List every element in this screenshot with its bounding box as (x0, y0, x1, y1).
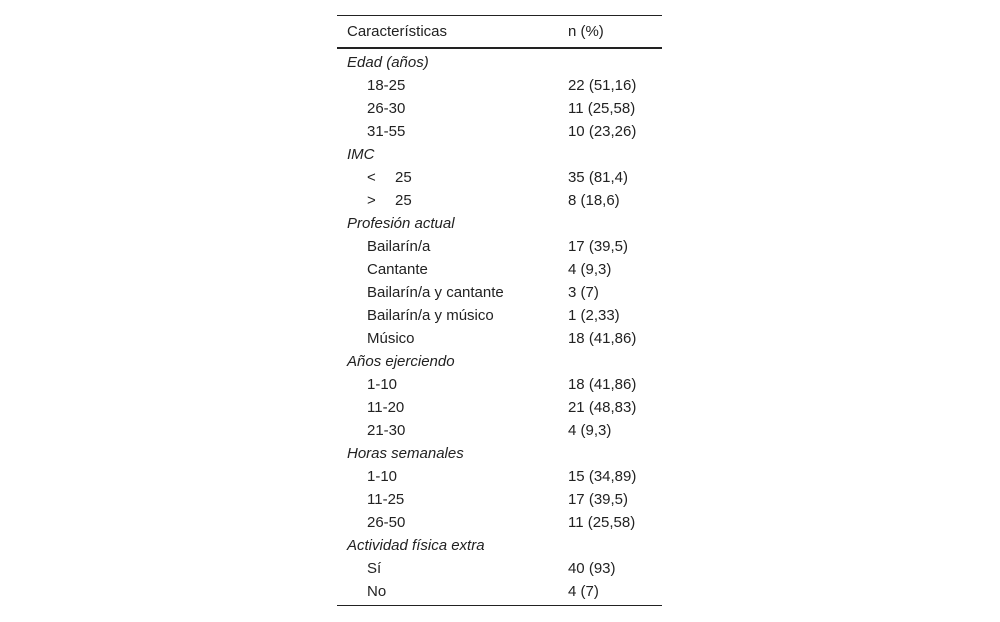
row-value: 1 (2,33) (567, 307, 620, 324)
comparison-symbol: > (367, 192, 376, 209)
section-title: Años ejerciendo (347, 353, 455, 370)
characteristics-table-container (337, 15, 662, 606)
row-value: 4 (9,3) (567, 422, 612, 439)
table-row (337, 373, 662, 396)
row-value: 3 (7) (567, 284, 599, 301)
header-row (337, 16, 662, 49)
characteristics-table (337, 15, 662, 606)
row-label: 31-55 (367, 123, 406, 140)
row-label: Bailarín/a (367, 238, 431, 255)
table-row (337, 97, 662, 120)
table-row (337, 235, 662, 258)
row-value: 10 (23,26) (567, 123, 637, 140)
section-empty-cell (559, 212, 662, 235)
row-label: 21-30 (367, 422, 406, 439)
row-value: 4 (9,3) (567, 261, 612, 278)
section-row (337, 534, 662, 557)
row-value: 15 (34,89) (567, 468, 637, 485)
row-label: 26-50 (367, 514, 406, 531)
section-title: Actividad física extra (347, 537, 485, 554)
section-empty-cell (559, 534, 662, 557)
row-value: 11 (25,58) (567, 514, 636, 531)
row-value: 18 (41,86) (567, 376, 637, 393)
row-label: Bailarín/a y músico (367, 307, 494, 324)
row-value: 18 (41,86) (567, 330, 637, 347)
section-row (337, 212, 662, 235)
row-value: 40 (93) (567, 560, 616, 577)
row-value: 8 (18,6) (567, 192, 620, 209)
row-label: 11-25 (367, 491, 405, 508)
row-value: 17 (39,5) (567, 238, 629, 255)
comparison-symbol: < (367, 169, 376, 186)
row-value: 11 (25,58) (567, 100, 636, 117)
section-row (337, 350, 662, 373)
table-row (337, 258, 662, 281)
row-label: Cantante (367, 261, 428, 278)
table-header (337, 16, 662, 49)
row-value: 21 (48,83) (567, 399, 637, 416)
section-empty-cell (559, 143, 662, 166)
section-title: IMC (347, 146, 375, 163)
table-row (337, 419, 662, 442)
row-label: 11-20 (367, 399, 405, 416)
table-row (337, 580, 662, 606)
section-row (337, 442, 662, 465)
section-empty-cell (559, 350, 662, 373)
row-label (337, 189, 559, 212)
section-empty-cell (559, 48, 662, 74)
section-title: Horas semanales (347, 445, 464, 462)
row-label: Bailarín/a y cantante (367, 284, 504, 301)
row-label-text: 25 (395, 169, 412, 186)
section-empty-cell (559, 442, 662, 465)
table-row (337, 327, 662, 350)
table-body (337, 48, 662, 606)
row-label: Músico (367, 330, 415, 347)
row-label: No (367, 583, 387, 600)
header-characteristics: Características (347, 23, 448, 40)
row-value: 4 (7) (567, 583, 599, 600)
table-row (337, 557, 662, 580)
row-label: 26-30 (367, 100, 406, 117)
row-label: 1-10 (367, 468, 398, 485)
table-row (337, 120, 662, 143)
section-title: Profesión actual (347, 215, 455, 232)
section-row (337, 48, 662, 74)
row-label: 18-25 (367, 77, 406, 94)
table-row (337, 511, 662, 534)
row-label-text: 25 (395, 192, 412, 209)
row-value: 22 (51,16) (567, 77, 637, 94)
table-row (337, 488, 662, 511)
row-label: Sí (367, 560, 382, 577)
table-row (337, 74, 662, 97)
table-row (337, 304, 662, 327)
table-row (337, 281, 662, 304)
row-value: 35 (81,4) (567, 169, 629, 186)
row-label (337, 166, 559, 189)
table-row (337, 166, 662, 189)
row-label: 1-10 (367, 376, 398, 393)
table-row (337, 396, 662, 419)
section-title: Edad (años) (347, 54, 429, 71)
table-row (337, 465, 662, 488)
table-row (337, 189, 662, 212)
row-value: 17 (39,5) (567, 491, 629, 508)
section-row (337, 143, 662, 166)
header-n-percent: n (%) (567, 23, 604, 40)
